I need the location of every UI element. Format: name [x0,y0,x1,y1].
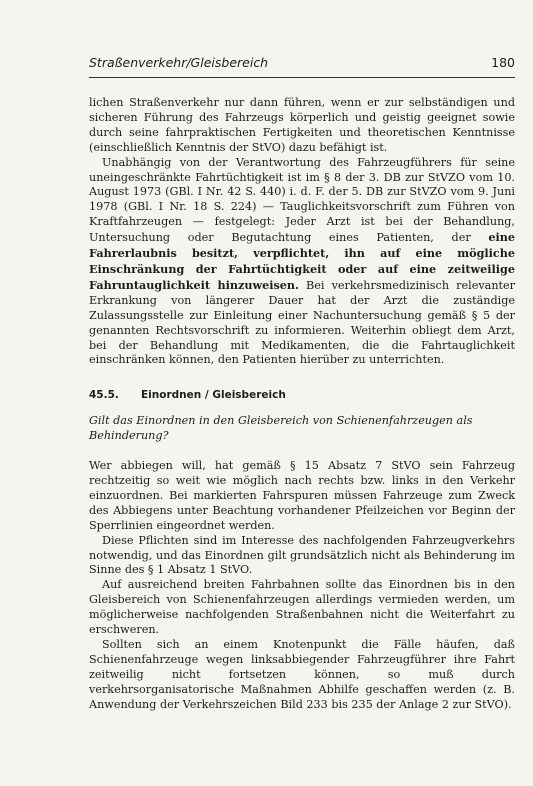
section-number: 45.5. [89,389,119,402]
paragraph-2-part-c: Bei verkehrsmedizinisch relevanter Erkrankung von längerer Dauer hat der Arzt die zuständige Zulassungsstelle zur Einleitung einer Nachuntersuchung gemäß § 5 der genannten Rechtsvorschrift zu informieren. Weiterhin obliegt dem Arzt, bei der Behandlung mit Medikamenten, die die Fahrtauglichkeit einschränken können, den Patienten hierüber zu unterrichten. [89,278,515,367]
paragraph-2-part-a: Unabhängig von der Verantwortung des Fahrzeugführers für seine uneingeschränkte Fahrtüchtigkeit ist im § 8 der 3. DB zur StVZO vom 10. August 1973 (GBl. I Nr. 42 S. 440) i. d. F. der 5. DB zur StVZO vom 9. Juni 1978 (GBl. I Nr. 18 S. 224) — Tauglichkeitsvorschrift zum Führen von Kraftfahrzeugen — festgelegt: Jeder Arzt ist bei der Behandlung, Untersuchung oder Begutachtung eines Patienten, der [89,155,515,245]
paragraph-2-emphasis: eine Fahrerlaubnis besitzt, verpflichtet, ihn auf eine mögliche Einschränkung der Fahrtüchtigkeit oder auf eine zeitweilige Fahruntauglichkeit hinzuweisen. [89,230,515,292]
paragraph-1: lichen Straßenverkehr nur dann führen, wenn er zur selbständigen und sicheren Führung des Fahrzeugs körperlich und geistig geeignet sowie durch seine fahrpraktischen Fertigkeiten und theoretischen Kenntnisse (einschließlich Kenntnis der StVO) dazu befähigt ist. [89,96,515,154]
section-heading [89,388,515,402]
paragraph-3: Wer abbiegen will, hat gemäß § 15 Absatz 7 StVO sein Fahrzeug rechtzeitig so weit wie möglich nach rechts bzw. links in den Verkehr einzuordnen. Bei markierten Fahrspuren müssen Fahrzeuge zum Zweck des Abbiegens unter Beachtung vorhandener Pfeilzeichen vor Beginn der Sperrlinien eingeordnet werden. [89,459,515,532]
section-title: Einordnen / Gleisbereich [141,389,286,402]
running-header [89,55,515,75]
paragraph-5: Auf ausreichend breiten Fahrbahnen sollte das Einordnen bis in den Gleisbereich von Schienenfahrzeugen allerdings vermieden werden, um möglicherweise nachfolgenden Straßenbahnen nicht die Weiterfahrt zu erschweren. [89,578,515,637]
body-text [89,96,515,713]
paragraph-6: Sollten sich an einem Knotenpunkt die Fälle häufen, daß Schienenfahrzeuge wegen linksabbiegender Fahrzeugführer ihre Fahrt zeitweilig nicht fortsetzen können, so muß durch verkehrsorganisatorische Maßnahmen Abhilfe geschaffen werden (z. B. Anwendung der Verkehrszeichen Bild 233 bis 235 der Anlage 2 zur StVO). [89,638,515,711]
paragraph-4: Diese Pflichten sind im Interesse des nachfolgenden Fahrzeugverkehrs notwendig, und das Einordnen gilt grundsätzlich nicht als Behinderung im Sinne des § 1 Absatz 1 StVO. [89,533,515,577]
paragraph-2 [89,156,515,369]
running-title: Straßenverkehr/Gleisbereich [89,55,269,70]
page-number: 180 [491,55,515,70]
header-rule [89,77,515,78]
section-question: Gilt das Einordnen in den Gleisbereich von Schienenfahrzeugen als Behinderung? [89,414,473,443]
